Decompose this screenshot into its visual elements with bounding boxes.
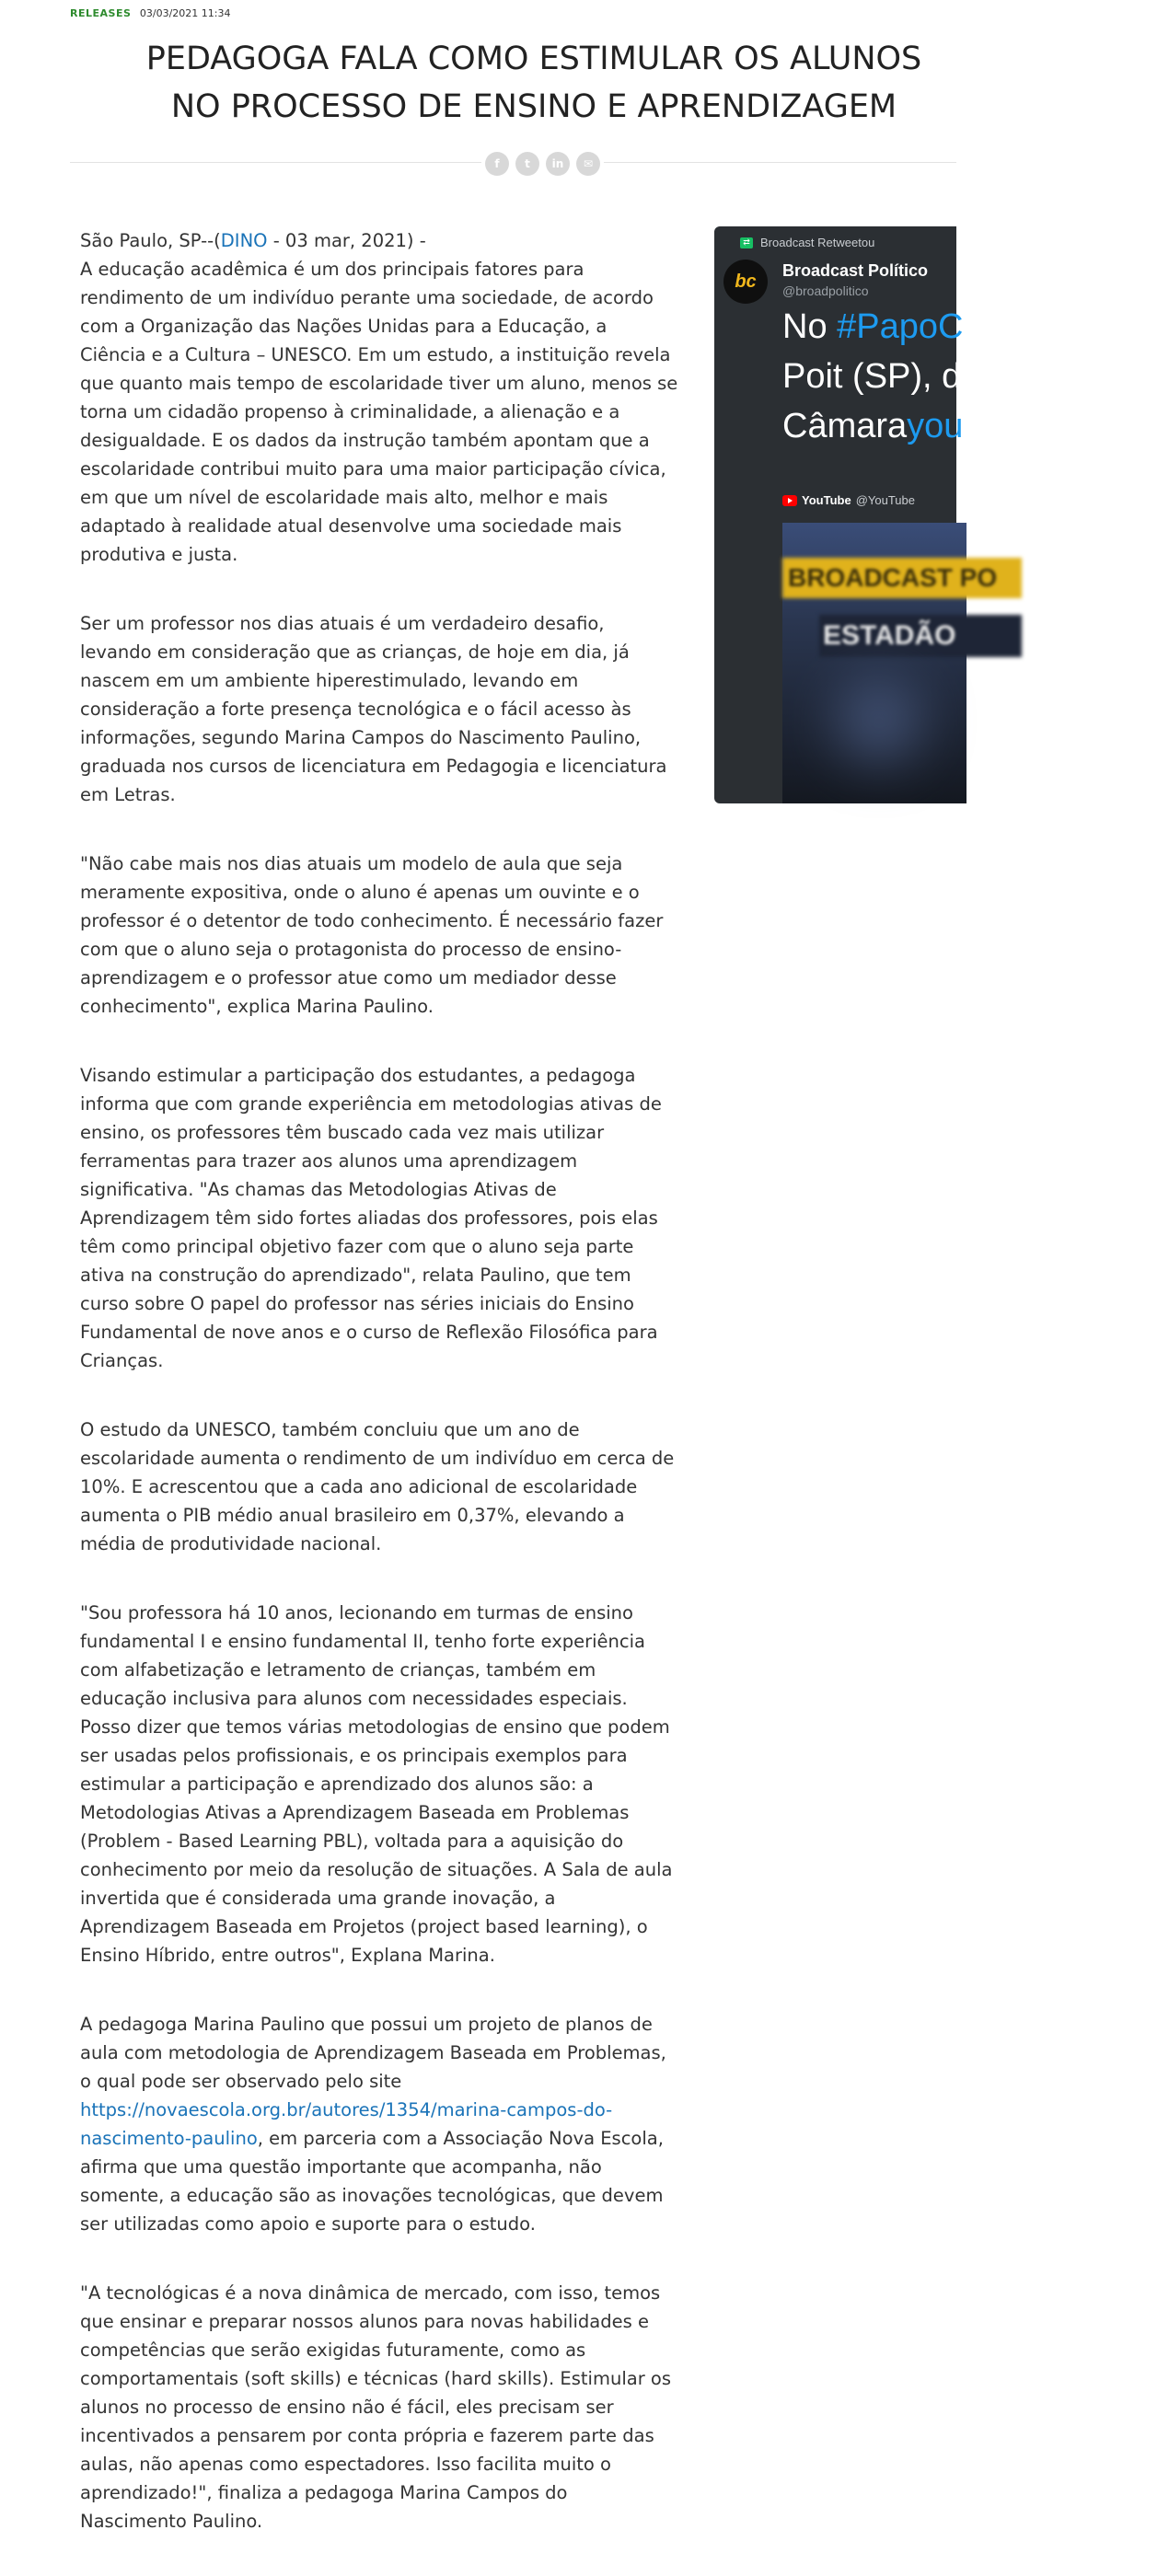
article-body (80, 226, 678, 2576)
email-icon[interactable]: ✉ (576, 152, 600, 176)
embedded-tweet[interactable] (714, 226, 998, 803)
retweet-icon: ⇄ (740, 237, 753, 248)
source-link[interactable]: DINO (220, 230, 268, 251)
tweet-author-handle[interactable]: @broadpolitico (782, 283, 869, 298)
twitter-icon[interactable]: t (515, 152, 539, 176)
video-thumbnail[interactable] (782, 523, 998, 803)
paragraph-6: "Sou professora há 10 anos, lecionando em turmas de ensino fundamental I e ensino fundamental II, tenho forte experiência com alfabetização e letramento de crianças, também em educação inclusiva para alunos com necessidades especiais. Posso dizer que temos várias metodologias de ensino que podem ser usadas pelos profissionais, e os principais exemplos para estimular a participação e aprendizado dos alunos são: a Metodologias Ativas a Aprendizagem Baseada em Problemas (Problem - Based Learning PBL), voltada para a aquisição do conhecimento por meio da resolução de situações. A Sala de aula invertida que é considerada uma grande inovação, a Aprendizagem Baseada em Projetos (project based learning), o Ensino Híbrido, entre outros", Explana Marina. (80, 1602, 673, 1966)
paragraph-4: Visando estimular a participação dos estudantes, a pedagoga informa que com grande experiência em metodologias ativas de ensino, os professores têm buscado cada vez mais utilizar ferramentas para trazer aos alunos uma aprendizagem significativa. "As chamas das Metodologias Ativas de Aprendizagem têm sido fortes aliadas dos professores, pois elas têm como principal objetivo fazer com que o aluno seja parte ativa na construção do aprendizado", relata Paulino, que tem curso sobre O papel do professor nas séries iniciais do Ensino Fundamental de nove anos e o curso de Reflexão Filosófica para Crianças. (80, 1065, 662, 1371)
youtube-icon (782, 495, 797, 506)
share-bar (481, 152, 604, 176)
thumbnail-title: BROADCAST PO (788, 563, 998, 592)
category-tag[interactable]: RELEASES (70, 7, 132, 19)
author-profile-link[interactable]: https://novaescola.org.br/autores/1354/marina-campos-do-nascimento-paulino (80, 2099, 613, 2149)
retweet-indicator (740, 236, 874, 249)
publish-datetime: 03/03/2021 11:34 (139, 7, 231, 19)
facebook-icon[interactable]: f (485, 152, 509, 176)
youtube-handle: @YouTube (855, 493, 915, 507)
page-title: PEDAGOGA FALA COMO ESTIMULAR OS ALUNOS NO PROCESSO DE ENSINO E APRENDIZAGEM (145, 40, 922, 125)
linkedin-icon[interactable]: in (546, 152, 570, 176)
thumbnail-subtitle: ESTADÃO (823, 620, 956, 651)
paragraph-3: "Não cabe mais nos dias atuais um modelo de aula que seja meramente expositiva, onde o aluno é apenas um ouvinte e o professor é o detentor de todo conhecimento. É necessário fazer com que o aluno seja o protagonista do processo de ensino-aprendizagem e o professor atue como um mediador desse conhecimento", explica Marina Paulino. (80, 853, 664, 1017)
paragraph-2: Ser um professor nos dias atuais é um verdadeiro desafio, levando em consideração que as crianças, de hoje em dia, já nascem em um ambiente hiperestimulado, levando em consideração a forte presença tecnológica e o fácil acesso às informações, segundo Marina Campos do Nascimento Paulino, graduada nos cursos de licenciatura em Pedagogia e licenciatura em Letras. (80, 613, 667, 805)
youtube-mention[interactable] (782, 493, 915, 507)
paragraph-5: O estudo da UNESCO, também concluiu que um ano de escolaridade aumenta o rendimento de um indivíduo em cerca de 10%. E acrescentou que a cada ano adicional de escolaridade aumenta o PIB médio anual brasileiro em 0,37%, elevando a média de produtividade nacional. (80, 1419, 675, 1554)
paragraph-1: São Paulo, SP--(DINO - 03 mar, 2021) - A educação acadêmica é um dos principais fatores para rendimento de um indivíduo perante uma sociedade, de acordo com a Organização das Nações Unidas para a Educação, a Ciência e a Cultura – UNESCO. Em um estudo, a instituição revela que quanto mais tempo de escolaridade tiver um aluno, menos se torna um cidadão propenso à criminalidade, a alienação e a desigualdade. E os dados da instrução também apontam que a escolaridade contribui muito para uma maior participação cívica, em que um nível de escolaridade mais alto, melhor e mais adaptado à realidade atual desenvolve uma sociedade mais produtiva e justa. (80, 226, 678, 569)
avatar[interactable]: bc (723, 260, 768, 304)
youtube-name: YouTube (802, 493, 851, 507)
paragraph-8: "A tecnológicas é a nova dinâmica de mercado, com isso, temos que ensinar e preparar nossos alunos para novas habilidades e competências que serão exigidas futuramente, como as comportamentais (soft skills) e técnicas (hard skills). Estimular os alunos no processo de ensino não é fácil, eles precisam ser incentivados a pensarem por conta própria e fazerem parte das aulas, não apenas como espectadores. Isso facilita muito o aprendizado!", finaliza a pedagoga Marina Campos do Nascimento Paulino. (80, 2282, 671, 2532)
tweet-text: No #PapoC Poit (SP), d Câmarayou (782, 307, 964, 445)
tweet-author-name[interactable]: Broadcast Político (782, 261, 929, 280)
paragraph-7: A pedagoga Marina Paulino que possui um projeto de planos de aula com metodologia de Aprendizagem Baseada em Problemas, o qual pode ser observado pelo site https://novaescola.org.br/autores/1354/marina-campos-do-nascimento-paulino, em parceria com a Associação Nova Escola, afirma que uma questão importante que acompanha, não somente, a educação são as inovações tecnológicas, que devem ser utilizadas como apoio e suporte para o estudo. (80, 2014, 666, 2235)
youtube-link[interactable]: you (907, 407, 964, 445)
thumbnail-glow (838, 679, 920, 762)
retweet-label: Broadcast Retweetou (760, 236, 875, 249)
release-meta (70, 7, 231, 19)
hashtag-link[interactable]: #PapoC (837, 307, 964, 346)
dateline: São Paulo, SP--(DINO - 03 mar, 2021) - (80, 230, 426, 251)
